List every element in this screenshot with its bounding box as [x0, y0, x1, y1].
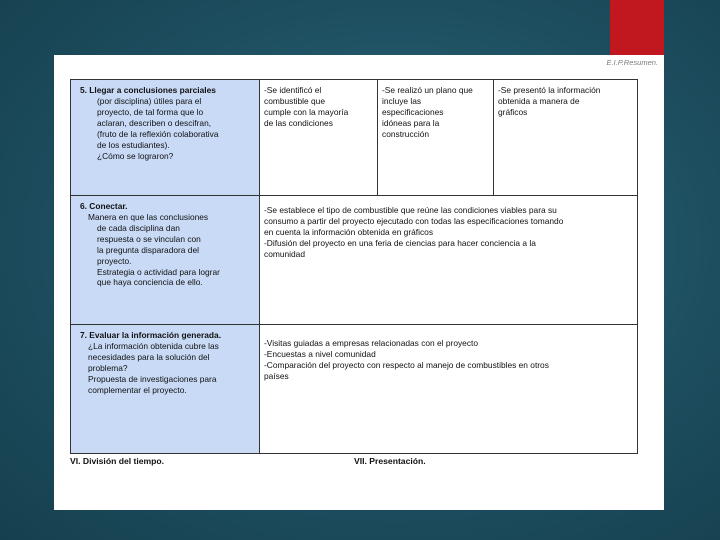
item-line: Estrategia o actividad para lograr [97, 266, 220, 277]
cell-line: especificaciones [382, 106, 444, 117]
red-accent-bar [610, 0, 664, 57]
cell-line: idóneas para la [382, 117, 440, 128]
cell-line: países [264, 370, 289, 381]
item-title: 5. Llegar a conclusiones parciales [80, 85, 216, 95]
item-line: la pregunta disparadora del [97, 244, 199, 255]
watermark-line-1: Activ [632, 479, 663, 495]
cell-line: obtenida a manera de [498, 95, 580, 106]
cell-line: -Se presentó la información [498, 85, 601, 95]
activation-watermark [632, 478, 664, 510]
cell-line: construcción [382, 128, 430, 139]
item-line: (fruto de la reflexión colaborativa [97, 128, 219, 139]
content-cell [260, 325, 638, 454]
row-label-cell [71, 325, 260, 454]
item-line: necesidades para la solución del [88, 351, 210, 362]
item-line: complementar el proyecto. [88, 384, 187, 395]
item-line: proyecto. [97, 255, 132, 266]
item-title: 6. Conectar. [80, 201, 128, 211]
cell-line: -Se identificó el [264, 85, 322, 95]
item-line: Manera en que las conclusiones [88, 211, 209, 222]
cell-line: en cuenta la información obtenida en gráficos [264, 226, 434, 237]
cell-line: -Visitas guiadas a empresas relacionadas con el proyecto [264, 338, 478, 348]
page-header: E.I.P.Resumen. [606, 58, 658, 67]
cell-line: -Se realizó un plano que [382, 85, 473, 95]
item-line: ¿Cómo se lograron? [97, 150, 174, 161]
cell-line: -Se establece el tipo de combustible que reúne las condiciones viables para su [264, 205, 557, 215]
item-line: de cada disciplina dan [97, 222, 180, 233]
item-line: ¿La información obtenida cubre las [88, 340, 219, 351]
item-line: de los estudiantes). [97, 139, 170, 150]
item-title: 7. Evaluar la información generada. [80, 330, 222, 340]
content-cell [260, 80, 378, 196]
table-row [71, 325, 638, 454]
item-line: proyecto, de tal forma que lo [97, 106, 204, 117]
content-cell [378, 80, 494, 196]
watermark-line-2: Ve a C [632, 498, 660, 508]
cell-line: de las condiciones [264, 117, 333, 128]
row-label-cell [71, 80, 260, 196]
item-line: problema? [88, 362, 128, 373]
cell-line: combustible que [264, 95, 325, 106]
content-cell [494, 80, 638, 196]
cell-line: cumple con la mayoría [264, 106, 349, 117]
item-line: aclaran, describen o descifran, [97, 117, 212, 128]
table-row [71, 80, 638, 196]
item-line: que haya conciencia de ello. [97, 277, 203, 288]
cell-line: -Difusión del proyecto en una feria de ciencias para hacer conciencia a la [264, 237, 536, 248]
content-table [70, 79, 638, 454]
cell-line: -Comparación del proyecto con respecto al manejo de combustibles en otros [264, 359, 549, 370]
cell-line: consumo a partir del proyecto ejecutado con todas las especificaciones tomando [264, 215, 564, 226]
section-vii-label: VII. Presentación. [354, 456, 426, 466]
item-line: (por disciplina) útiles para el [97, 95, 202, 106]
cell-line: gráficos [498, 106, 528, 117]
section-vi-label: VI. División del tiempo. [70, 456, 165, 466]
table-row [71, 196, 638, 325]
content-cell [260, 196, 638, 325]
row-label-cell [71, 196, 260, 325]
item-line: respuesta o se vinculan con [97, 233, 201, 244]
cell-line: comunidad [264, 248, 305, 259]
document-page [54, 55, 664, 510]
cell-line: incluye las [382, 95, 422, 106]
item-line: Propuesta de investigaciones para [88, 373, 217, 384]
cell-line: -Encuestas a nivel comunidad [264, 348, 376, 359]
